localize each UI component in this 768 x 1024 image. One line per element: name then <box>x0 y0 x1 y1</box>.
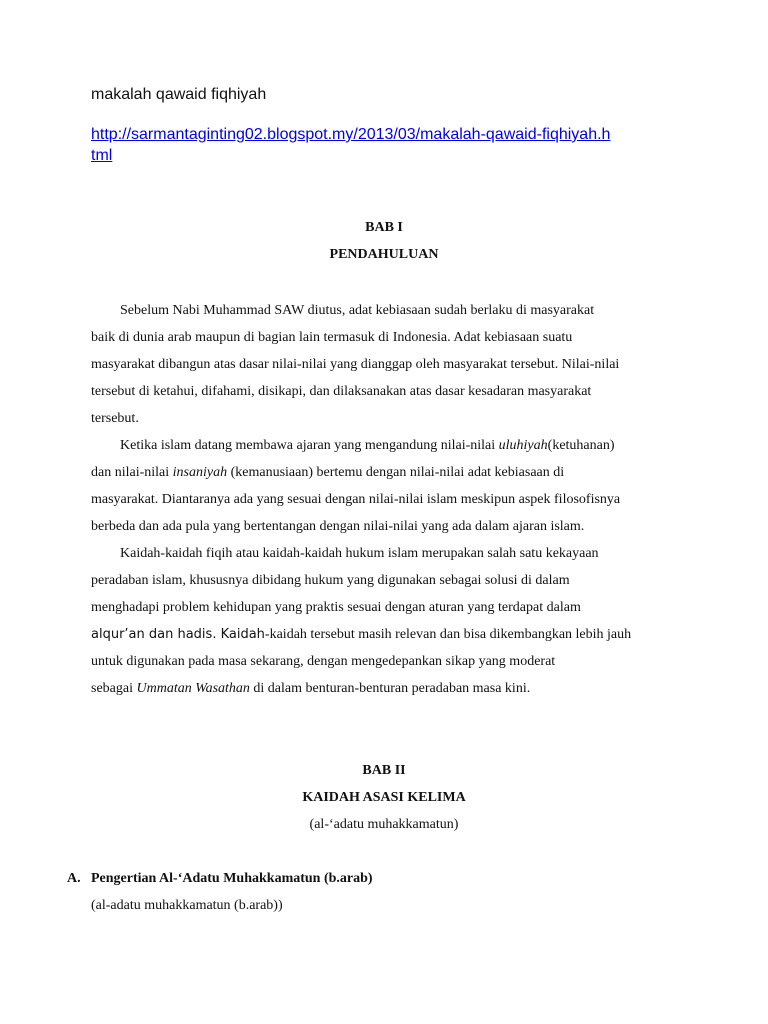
paragraph3-line: menghadapi problem kehidupan yang praktis sesuai dengan aturan yang terdapat dalam <box>91 600 581 615</box>
paragraph3-line <box>91 621 691 648</box>
text-run: -kaidah tersebut masih relevan dan bisa dikembangkan lebih jauh <box>264 627 632 642</box>
section-marker: A. <box>67 871 81 886</box>
chapter1-title: PENDAHULUAN <box>329 247 439 262</box>
text-run: di dalam benturan-benturan peradaban masa kini. <box>249 681 531 696</box>
chapter1-label: BAB I <box>365 220 403 235</box>
section-title: Pengertian Al-‘Adatu Muhakkamatun (b.arab) <box>91 871 373 886</box>
chapter1-body <box>91 297 691 702</box>
term-ummatan-wasathan: Ummatan Wasathan <box>136 681 250 696</box>
term-uluhiyah: uluhiyah <box>498 438 548 453</box>
source-url-link[interactable]: http://sarmantaginting02.blogspot.my/2013/03/makalah-qawaid-fiqhiyah.html <box>91 126 611 164</box>
section-a-note: (al-adatu muhakkamatun (b.arab)) <box>91 898 283 913</box>
paragraph3-line: peradaban islam, khususnya dibidang hukum yang digunakan sebagai solusi di dalam <box>91 573 570 588</box>
term-insaniyah: insaniyah <box>172 465 228 480</box>
paragraph1-line: baik di dunia arab maupun di bagian lain termasuk di Indonesia. Adat kebiasaan suatu <box>91 330 573 345</box>
paragraph3-line: untuk digunakan pada masa sekarang, dengan mengedepankan sikap yang moderat <box>91 654 556 669</box>
paragraph1-line: tersebut. <box>91 411 139 426</box>
text-run: (kemanusiaan) bertemu dengan nilai-nilai adat kebiasaan di <box>227 465 565 480</box>
chapter2-subtitle: (al-‘adatu muhakkamatun) <box>309 817 459 832</box>
paragraph1-line: Sebelum Nabi Muhammad SAW diutus, adat kebiasaan sudah berlaku di masyarakat <box>120 303 595 318</box>
paragraph2-line <box>91 459 691 486</box>
paragraph2-line: berbeda dan ada pula yang bertentangan dengan nilai-nilai yang ada dalam ajaran islam. <box>91 519 585 534</box>
text-run: (ketuhanan) <box>547 438 615 453</box>
document-title: makalah qawaid fiqhiyah <box>91 86 267 103</box>
section-a-heading <box>67 871 373 887</box>
chapter2-label: BAB II <box>362 763 406 778</box>
chapter2-title: KAIDAH ASASI KELIMA <box>302 790 466 805</box>
paragraph1-line: masyarakat dibangun atas dasar nilai-nilai yang dianggap oleh masyarakat tersebut. Nilai-nilai <box>91 357 620 372</box>
text-run: sebagai <box>91 681 137 696</box>
text-run: dan nilai-nilai <box>91 465 173 480</box>
paragraph3-line: Kaidah-kaidah fiqih atau kaidah-kaidah hukum islam merupakan salah satu kekayaan <box>120 546 599 561</box>
paragraph2-line <box>91 432 691 459</box>
paragraph3-line <box>91 675 691 702</box>
paragraph2-line: masyarakat. Diantaranya ada yang sesuai dengan nilai-nilai islam meskipun aspek filosofisnya <box>91 492 621 507</box>
paragraph1-line: tersebut di ketahui, difahami, disikapi, dan dilaksanakan atas dasar kesadaran masyarakat <box>91 384 592 399</box>
text-run: Ketika islam datang membawa ajaran yang mengandung nilai-nilai <box>120 438 499 453</box>
text-run-alt-font: alqur’an dan hadis. Kaidah <box>91 627 265 642</box>
